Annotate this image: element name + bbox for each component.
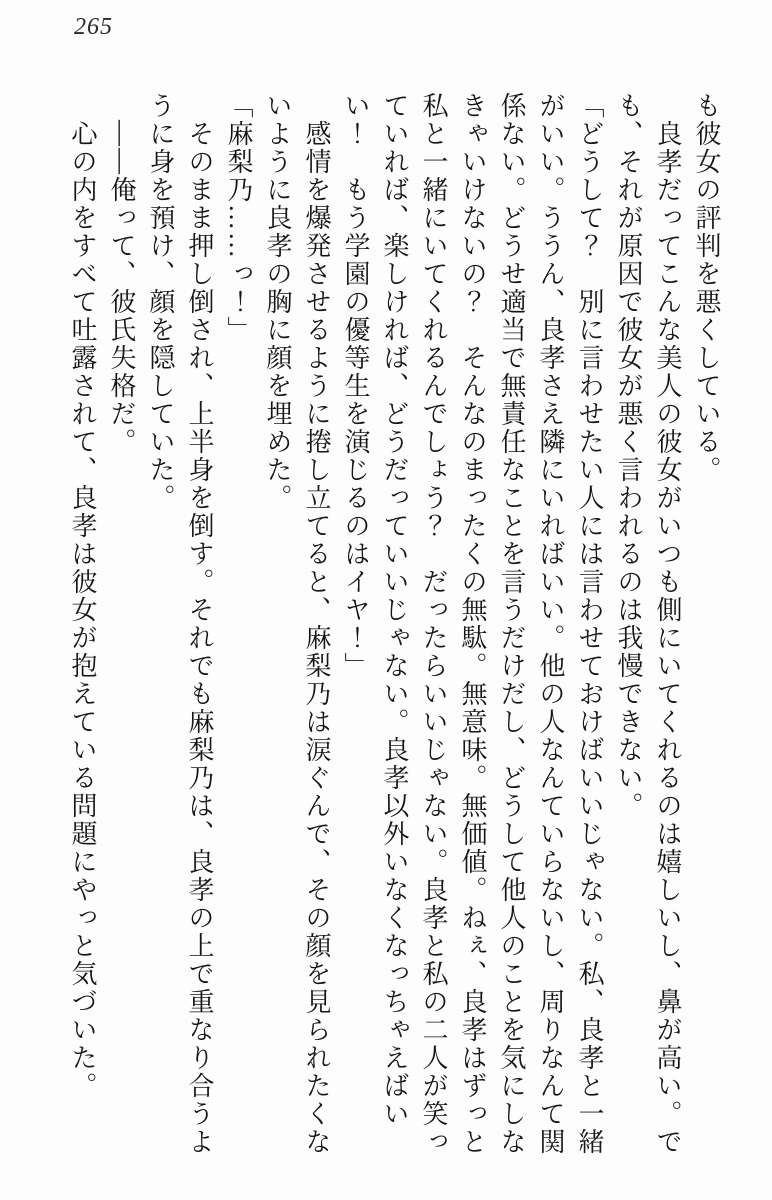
- text-line: がいい。ううん、良孝さえ隣にいればいい。他の人なんていらないし、周りなんて関: [536, 92, 565, 1156]
- text-line: も彼女の評判を悪くしている。: [692, 92, 721, 484]
- text-line: ていれば、楽しければ、どうだっていいじゃない。良孝以外いなくなっちゃえばい: [380, 92, 409, 1128]
- page-number: 265: [74, 14, 113, 40]
- text-line: い！ もう学園の優等生を演じるのはイヤ！」: [341, 92, 370, 680]
- text-line: 良孝だってこんな美人の彼女がいつも側にいてくれるのは嬉しいし、鼻が高い。で: [653, 92, 682, 1156]
- text-line: 心の内をすべて吐露されて、良孝は彼女が抱えている問題にやっと気づいた。: [68, 92, 97, 1100]
- text-line: も、それが原因で彼女が悪く言われるのは我慢できない。: [614, 92, 643, 820]
- page-text: [63, 92, 726, 1177]
- text-line: 「麻梨乃……っ！」: [224, 92, 253, 344]
- text-line: 感情を爆発させるように捲し立てると、麻梨乃は涙ぐんで、その顔を見られたくな: [302, 92, 331, 1156]
- text-line: 私と一緒にいてくれるんでしょう？ だったらいいじゃない。良孝と私の二人が笑っ: [419, 92, 448, 1156]
- text-line: 係ない。どうせ適当で無責任なことを言うだけだし、どうして他人のことを気にしな: [497, 92, 526, 1156]
- text-line: 「どうして？ 別に言わせたい人には言わせておけばいいじゃない。私、良孝と一緒: [575, 92, 604, 1156]
- text-line: ――俺って、彼氏失格だ。: [107, 92, 136, 456]
- text-line: いように良孝の胸に顔を埋めた。: [263, 92, 292, 512]
- text-line: うに身を預け、顔を隠していた。: [146, 92, 175, 512]
- text-line: そのまま押し倒され、上半身を倒す。それでも麻梨乃は、良孝の上で重なり合うよ: [185, 92, 214, 1156]
- text-line: きゃいけないの？ そんなのまったくの無駄。無意味。無価値。ねぇ、良孝はずっと: [458, 92, 487, 1156]
